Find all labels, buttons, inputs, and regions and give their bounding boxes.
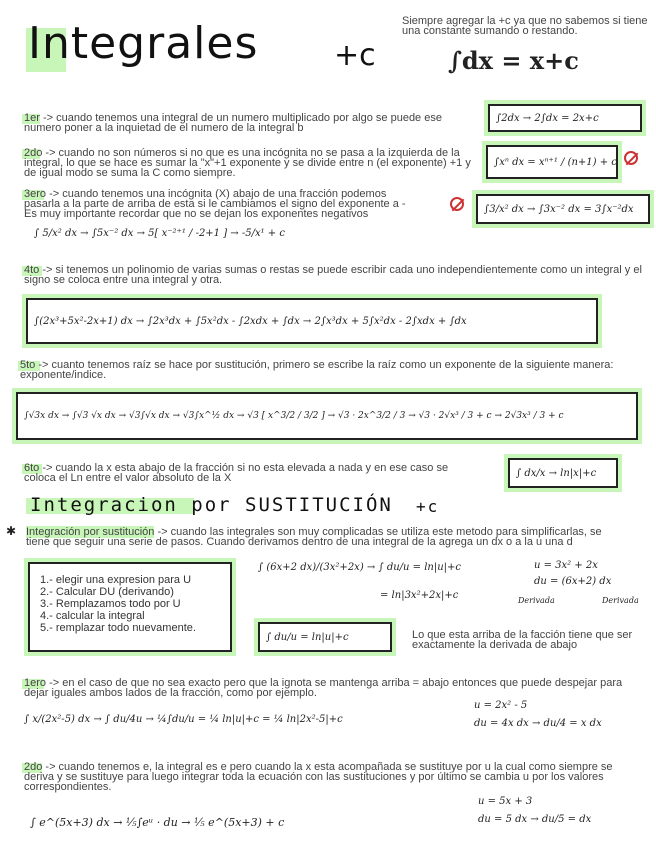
rule-2-formula: ∫xⁿ dx = xⁿ⁺¹ / (n+1) + c: [494, 156, 617, 168]
section-subtitle-plus-c: +c: [416, 497, 440, 516]
substitution-intro: [26, 527, 626, 547]
substitution-intro-text: -> cuando las integrales son muy complicadas se utiliza este metodo para simplificarlas, se tiene que seguir una serie de pasos. Cuando derivamos dentro de una integral de la agrega un dx o a la u una d: [26, 526, 602, 548]
substitution-term: Integración por sustitución: [26, 526, 155, 538]
case-1-work: ∫ x/(2x²-5) dx → ∫ du/4u → ¼∫du/u = ¼ ln|u|+c = ¼ ln|2x²-5|+c: [24, 714, 343, 725]
rule-1-formula: ∫2dx → 2∫dx = 2x+c: [496, 112, 599, 124]
step-item: 1.- elegir una expresion para U: [40, 574, 192, 586]
header-note: Siempre agregar la +c ya que no sabemos si tiene una constante sumando o restando.: [402, 15, 648, 37]
du-over-u-box: [258, 622, 392, 652]
case-2-du: du = 5 dx → du/5 = dx: [478, 814, 592, 825]
example-line-1: ∫ (6x+2 dx)/(3x²+2x) → ∫ du/u = ln|u|+c: [258, 562, 462, 573]
page-title: Integrales: [28, 18, 259, 69]
rule-2-formula-box: [486, 145, 618, 179]
step-item: 5.- remplazar todo nuevamente.: [40, 622, 196, 634]
no-icon: [450, 197, 464, 211]
main-formula: ∫dx = x+c: [448, 46, 579, 75]
rule-4-text: 4to -> si tenemos un polinomio de varias sumas o restas se puede escribir cada uno independientemente como un integral y el signo se coloca entre una integral y otra.: [24, 264, 642, 286]
example-du: du = (6x+2) dx: [534, 576, 612, 587]
rule-3-work: ∫ 5/x² dx → ∫5x⁻² dx → 5[ x⁻²⁺¹ / -2+1 ] → -5/x¹ + c: [34, 228, 285, 239]
du-over-u-note: Lo que esta arriba de la facción tiene que ser exactamente la derivada de abajo: [412, 629, 633, 651]
step-item: 3.- Remplazamos todo por U: [40, 598, 181, 610]
rule-3-formula: ∫3/x² dx → ∫3x⁻² dx = 3∫x⁻²dx: [484, 203, 634, 215]
case-1-u: u = 2x² - 5: [474, 700, 528, 711]
example-u: u = 3x² + 2x: [534, 560, 598, 571]
example-label-right: Derivada: [602, 596, 639, 605]
case-2-u: u = 5x + 3: [478, 796, 533, 807]
rule-1-formula-box: [488, 104, 642, 132]
rule-1-text: 1er -> cuando tenemos una integral de un numero multiplicado por algo se puede ese numero poner a la inquietad de el numero de la integral b: [24, 112, 442, 134]
case-2-text: 2do -> cuando tenemos e, la integral es e pero cuando la x esta acompañada se sustituye por u la cual como siempre se deriva y se sustituye para luego integrar toda la ecuación con las sustituciones y por último se cambia u por los valores correspondientes.: [24, 761, 613, 793]
step-item: 4.- calcular la integral: [40, 610, 145, 622]
rule-5-formula-box: [16, 392, 638, 440]
example-line-2: = ln|3x²+2x|+c: [380, 590, 459, 601]
rule-5-formula: ∫√3x dx → ∫√3 √x dx → √3∫√x dx → √3∫x^½ dx → √3 [ x^3/2 / 3/2 ] → √3 · 2x^3/2 / 3 → √3 · 2√x³ / 3 + c → 2√3x³ / 3 + c: [24, 411, 564, 421]
case-1-du: du = 4x dx → du/4 = x dx: [474, 718, 602, 729]
rule-6-formula: ∫ dx/x → ln|x|+c: [516, 467, 597, 479]
rule-6-formula-box: [508, 458, 618, 488]
section-subtitle: Integracion por SUSTITUCIÓN: [30, 494, 393, 516]
step-item: 2.- Calcular DU (derivando): [40, 586, 174, 598]
steps-box: [28, 562, 232, 652]
du-over-u-formula: ∫ du/u = ln|u|+c: [266, 631, 349, 643]
bullet-icon: ✱: [6, 524, 17, 538]
rule-3-text: 3ero -> cuando tenemos una incógnita (X) abajo de una fracción podemos pasarla a la parte de arriba de esta si le cambiamos el signo del exponente a - Es muy importante recordar que no se dejan los exponentes negativos: [24, 188, 406, 220]
rule-5-text: 5to -> cuanto tenemos raíz se hace por sustitución, primero se escribe la raíz como un exponente de la siguiente manera: exponente/indice.: [20, 359, 614, 381]
rule-4-formula-box: [26, 298, 598, 344]
case-1-text: 1ero -> en el caso de que no sea exacto pero que la ignota se mantenga arriba = abajo entonces que puede despejar para dejar iguales ambos lados de la fracción, como por ejemplo.: [24, 677, 623, 699]
rule-3-formula-box: [476, 194, 650, 224]
example-label-left: Derivada: [518, 596, 555, 605]
rule-6-text: 6to -> cuando la x esta abajo de la fracción si no esta elevada a nada y en ese caso se coloca el Ln entre el valor absoluto de la X: [24, 462, 449, 484]
rule-2-text: 2do -> cuando no son números si no que es una incógnita no se pasa a la izquierda de la integral, lo que se hace es sumar la "x"+1 exponente y se divide entre n (el exponente) +1 y de igual modo se suma la C como siempre.: [24, 147, 471, 179]
rule-4-formula: ∫(2x³+5x²-2x+1) dx → ∫2x³dx + ∫5x²dx - ∫2xdx + ∫dx → 2∫x³dx + 5∫x²dx - 2∫xdx + ∫dx: [34, 315, 467, 327]
no-icon: [624, 151, 638, 165]
title-plus-c: +c: [334, 38, 376, 73]
case-2-work: ∫ e^(5x+3) dx → ⅕∫eᵘ · du → ⅕ e^(5x+3) + c: [30, 816, 285, 829]
